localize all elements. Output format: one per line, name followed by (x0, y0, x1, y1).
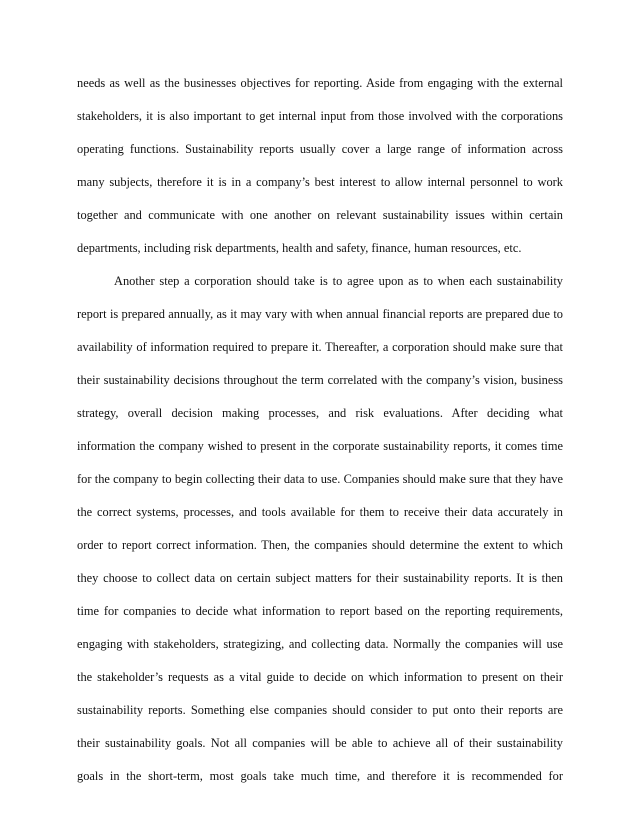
text-line: for the company to begin collecting their data to use. Companies should make sure that they have (77, 472, 563, 486)
text-line: engaging with stakeholders, strategizing, and collecting data. Normally the companies will use (77, 637, 563, 651)
text-line: time for companies to decide what information to report based on the reporting requirements, (77, 604, 563, 618)
text-line: needs as well as the businesses objectives for reporting. Aside from engaging with the external (77, 76, 563, 90)
text-line: the stakeholder’s requests as a vital guide to decide on which information to present on their (77, 670, 563, 684)
text-line: stakeholders, it is also important to get internal input from those involved with the corporations (77, 109, 563, 123)
text-line: their sustainability goals. Not all companies will be able to achieve all of their sustainability (77, 736, 563, 750)
text-line: they choose to collect data on certain subject matters for their sustainability reports. It is then (77, 571, 563, 585)
text-line: departments, including risk departments, health and safety, finance, human resources, etc. (77, 241, 522, 255)
text-line: their sustainability decisions throughout the term correlated with the company’s vision, business (77, 373, 563, 387)
text-line: operating functions. Sustainability reports usually cover a large range of information across (77, 142, 563, 156)
text-line: sustainability reports. Something else companies should consider to put onto their reports are (77, 703, 563, 717)
text-line: many subjects, therefore it is in a company’s best interest to allow internal personnel to work (77, 175, 563, 189)
text-line: together and communicate with one another on relevant sustainability issues within certain (77, 208, 563, 222)
text-line: order to report correct information. Then, the companies should determine the extent to which (77, 538, 563, 552)
document-page (77, 67, 563, 793)
text-line: availability of information required to prepare it. Thereafter, a corporation should make sure that (77, 340, 563, 354)
text-line: goals in the short-term, most goals take much time, and therefore it is recommended for (77, 769, 563, 783)
document-body (77, 67, 563, 793)
text-line: report is prepared annually, as it may vary with when annual financial reports are prepared due to (77, 307, 563, 321)
text-line: information the company wished to present in the corporate sustainability reports, it comes time (77, 439, 563, 453)
text-line: the correct systems, processes, and tools available for them to receive their data accurately in (77, 505, 563, 519)
paragraph-first-line: Another step a corporation should take is to agree upon as to when each sustainability (114, 274, 563, 288)
text-line: strategy, overall decision making processes, and risk evaluations. After deciding what (77, 406, 563, 420)
